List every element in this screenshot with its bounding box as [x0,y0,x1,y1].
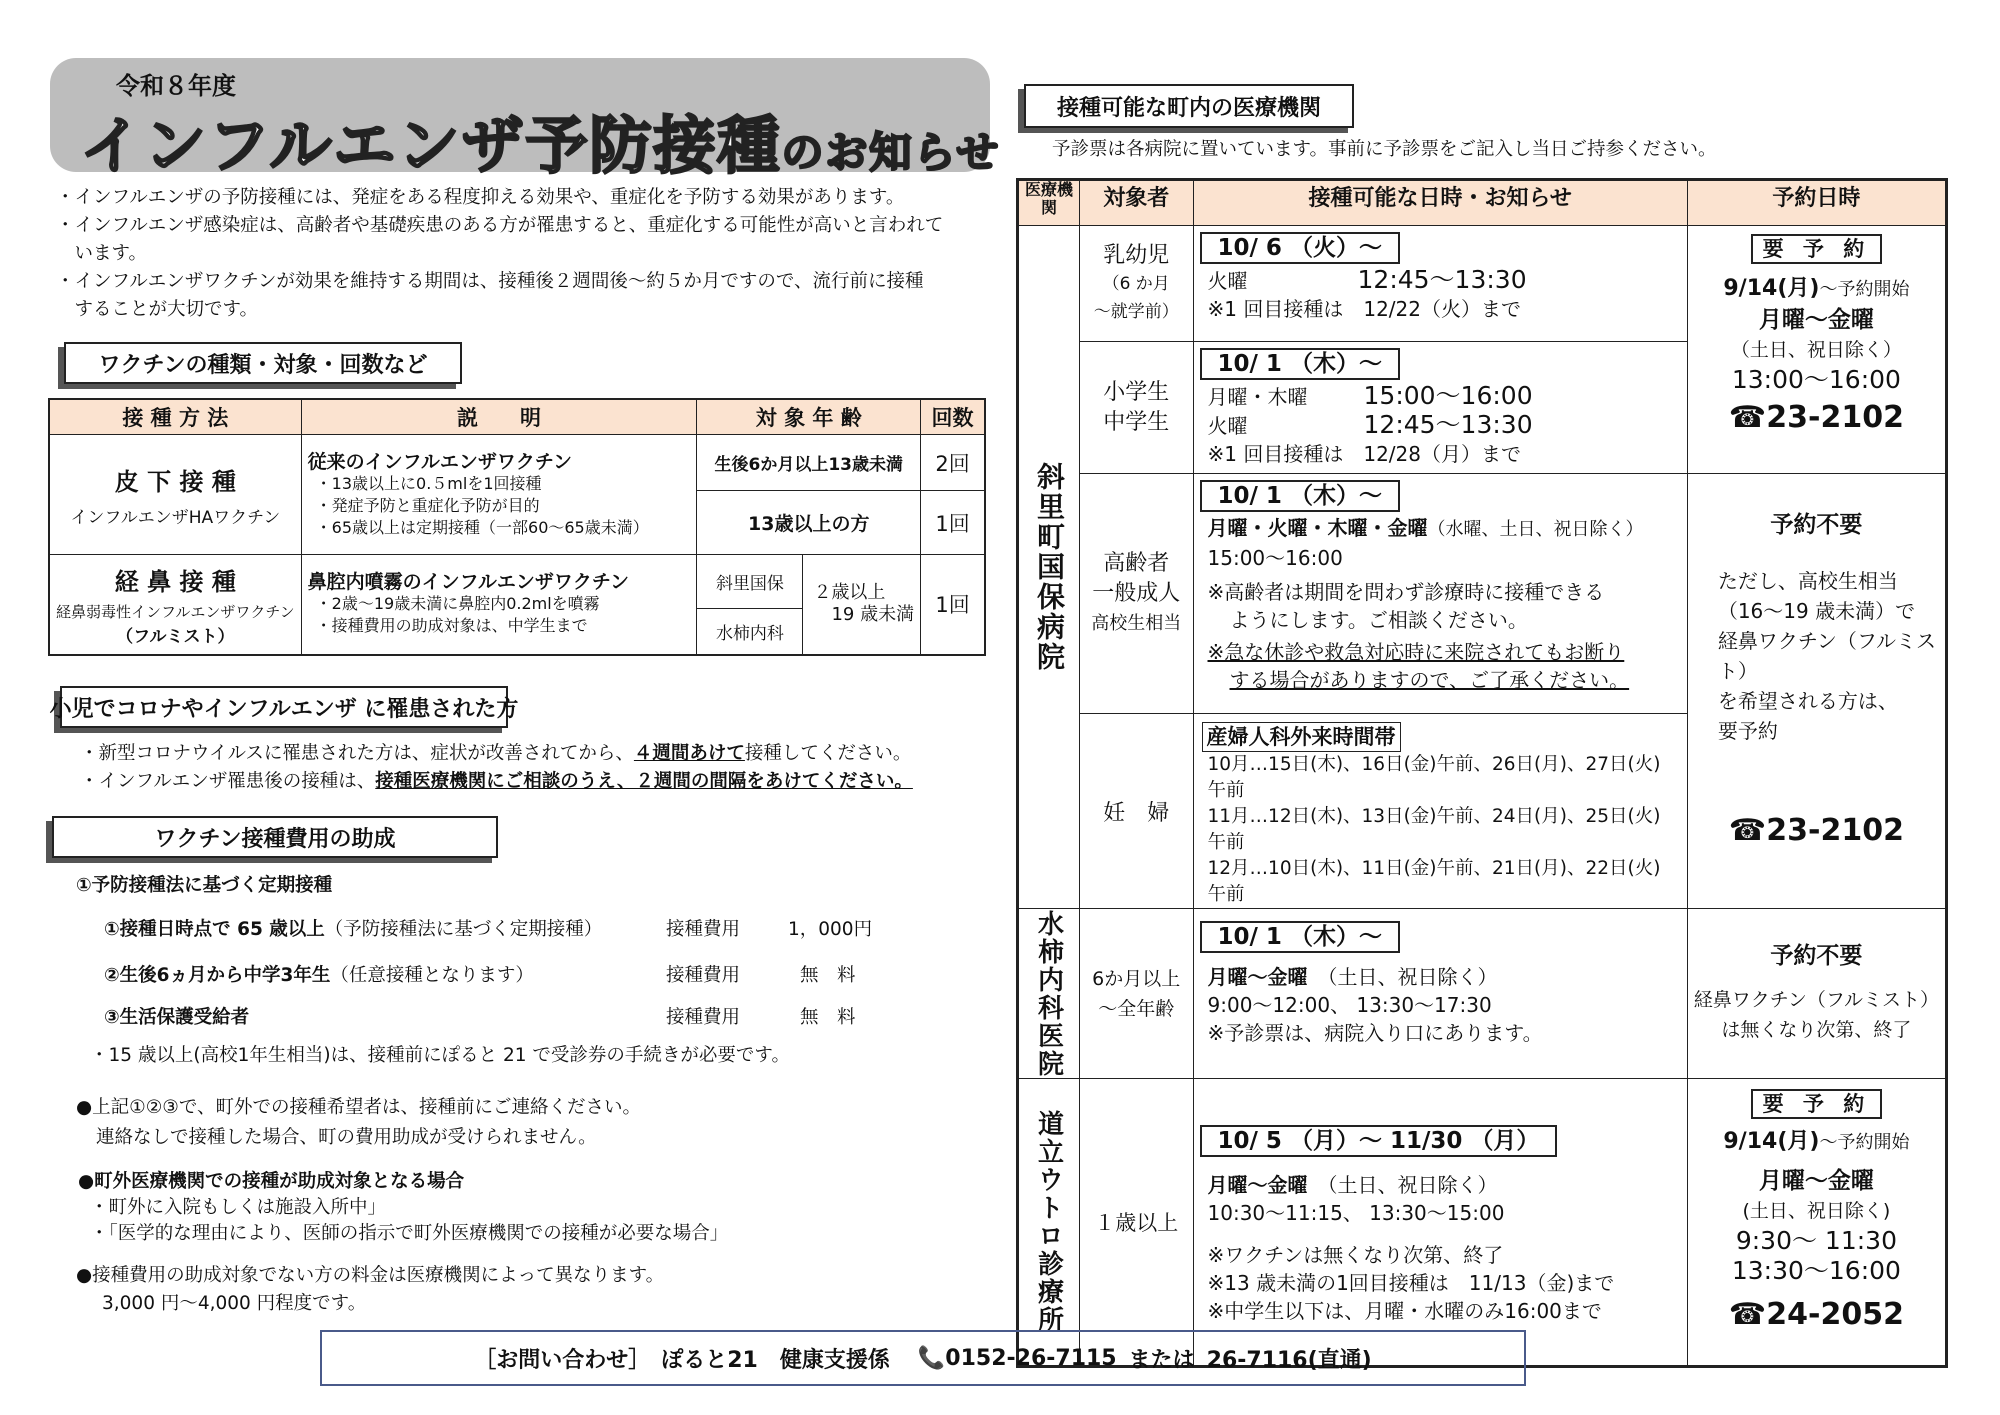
intro-line: います。 [56,243,148,264]
target-label: 高齢者 [1103,550,1170,576]
resv-start-suffix: ～予約開始 [1819,1132,1910,1153]
note: ※予診票は、病院入り口にあります。 [1207,1021,1543,1045]
resv-start [1688,1127,1945,1158]
resv-shari-1 [1687,226,1946,474]
resv-days: 月曜～金曜 [1758,1168,1874,1194]
intro-line: ・インフルエンザワクチンが効果を維持する期間は、接種後２週間後～約５か月ですので、流行前に接種 [56,271,924,292]
phone-icon: 📞 [917,1345,946,1371]
days: 月曜～金曜 [1207,1173,1308,1197]
resv-label: 要 予 約 [1751,234,1883,264]
method-nasal [49,555,301,655]
resv-note: 要予約 [1717,719,1778,743]
page-title [80,96,1000,185]
sched-line [1194,963,1687,991]
intro-line: ・インフルエンザ感染症は、高齢者や基礎疾患のある方が罹患すると、重症化する可能性が高いと言われて [56,215,944,236]
note: ようにします。ご相談ください。 [1229,608,1528,632]
contact-phone[interactable]: 0152-26-7115 [945,1345,1117,1371]
subsidy-item [104,1004,249,1032]
fee-value: 無 料 [800,1007,856,1028]
method-subcutaneous [49,435,301,555]
resv-shari-2 [1687,474,1946,909]
target-label: 中学生 [1103,409,1170,435]
desc-line: ・接種費用の助成対象は、中学生まで [315,616,588,636]
sched-mizu [1193,909,1687,1079]
day: 火曜 [1207,414,1248,438]
resv-days: 月曜～金曜 [1758,307,1874,333]
note: ※1 回目接種は [1207,297,1344,321]
vtable-header: 説 明 [301,399,697,435]
clinic-heading: 接種可能な町内の医療機関 [1024,84,1354,128]
age-cell: 13歳以上の方 [697,491,921,555]
vtable-header: 対 象 年 齢 [697,399,921,435]
ctable-header: 医療機関 [1018,180,1080,226]
fee-value: 1，000円 [788,919,873,940]
fee-note: 3,000 円～4,000 円程度です。 [102,1293,367,1314]
subsidy-item [104,916,602,944]
target-infant [1079,226,1193,342]
note: ※高齢者は期間を問わず診療時に接種できる [1207,580,1605,604]
time: 9:00～12:00、 13:30～17:30 [1207,993,1492,1017]
preg-row: 10月…15日(木)、16日(金)午前、26日(月)、27日(火)午前 [1207,754,1661,801]
note-warning: ※急な休診や救急対応時に来院されてもお断り [1207,640,1625,664]
phone-number: ☎23-2102 [1728,813,1904,848]
target-sub: （6 か月 [1102,273,1170,294]
method-sub: （フルミスト） [116,626,235,647]
target-sub: 高校生相当 [1091,612,1182,634]
sched-note [1194,295,1687,323]
age-cell: 生後6か月以上13歳未満 [697,435,921,491]
clinic-cell: 水柿内科 [697,609,803,655]
subsidy-heading: ワクチン接種費用の助成 [52,816,498,858]
resv-label: 予約不要 [1770,943,1863,969]
sched-line [1194,514,1687,544]
age-line: 19 歳未満 [831,604,915,626]
note: ※ワクチンは無くなり次第、終了 [1207,1243,1504,1267]
resv-label: 要 予 約 [1751,1089,1883,1119]
clinic-name: 道立ウトロ診療所 [1033,1110,1064,1334]
item-note: （任意接種となります） [330,965,534,986]
fee-value: 無 料 [800,965,856,986]
desc-line: ・2歳～19歳未満に鼻腔内0.2mlを噴霧 [315,594,600,614]
target-school [1079,342,1193,474]
note-warning: する場合がありますので、ご了承ください。 [1229,668,1630,692]
target-label: 小学生 [1103,379,1170,405]
count-cell: 2回 [921,435,985,491]
time: 15:00～16:00 [1363,381,1533,410]
resv-time: 13:30～16:00 [1731,1256,1901,1285]
cond-line: ・町外に入院もしくは施設入所中」 [90,1197,387,1218]
covid-text [80,740,913,796]
resv-label: 予約不要 [1770,512,1863,538]
time: 12:45～13:30 [1357,265,1527,294]
target-utoro: １歳以上 [1079,1079,1193,1367]
vaccine-table [48,398,986,656]
resv-note: を希望される方は、 [1717,689,1898,713]
resv-time: 13:00～16:00 [1731,365,1901,394]
vaccine-heading: ワクチンの種類・対象・回数など [64,342,462,384]
subsidy-item [104,962,534,990]
sched-utoro [1193,1079,1687,1367]
sched-note [1194,440,1687,468]
day: 火曜 [1207,269,1248,293]
preg-row: 12月…10日(木)、11日(金)午前、21日(月)、22日(火)午前 [1207,858,1661,905]
ctable-header: 予約日時 [1687,180,1946,226]
sched-line [1194,1171,1687,1199]
note-15: ・15 歳以上(高校1年生相当)は、接種前にぽると 21 で受診券の手続きが必要です。 [90,1045,790,1066]
except: （土日、祝日除く） [1327,965,1498,989]
fee-note: ●接種費用の助成対象でない方の料金は医療機関によって異なります。 [76,1265,665,1286]
desc-title: 従来のインフルエンザワクチン [307,450,572,473]
covid-line [80,740,913,768]
resv-note: は無くなり次第、終了 [1721,1019,1912,1041]
target-mizu [1079,909,1193,1079]
desc-subcutaneous [301,435,697,555]
target-label: 6か月以上 [1092,967,1181,990]
clinic-cell: 斜里国保 [697,555,803,609]
vtable-header: 接 種 方 法 [49,399,301,435]
title-banner [50,58,1001,182]
count-cell: 1回 [921,491,985,555]
intro-line: することが大切です。 [56,299,259,320]
item-label: ②生後6ヵ月から中学3年生 [104,965,331,986]
clinic-mizukaki [1018,909,1080,1079]
date-box: 10/ 1 （木）～ [1200,480,1400,512]
method-sub: インフルエンザHAワクチン [70,507,281,528]
method-label: 皮 下 接 種 [114,467,236,496]
intro-text [56,184,943,324]
resv-except: （土日、祝日除く） [1730,339,1902,361]
days: 月曜・火曜・木曜・金曜 [1207,516,1428,540]
date-box: 10/ 1 （木）～ [1200,348,1400,380]
text: ・新型コロナウイルスに罹患された方は、症状が改善されてから、 [80,743,634,764]
item-label: ③生活保護受給者 [104,1007,250,1028]
date-box: 10/ 1 （木）～ [1200,921,1400,953]
clinic-shari [1018,226,1080,909]
contact-box [320,1330,1526,1386]
intro-line: ・インフルエンザの予防接種には、発症をある程度抑える効果や、重症化を予防する効果があります。 [56,187,905,208]
contact-mid: または [1128,1347,1195,1373]
cond-line: ・「医学的な理由により、医師の指示で町外医療機関での接種が必要な場合」 [90,1223,729,1244]
title-suffix: のお知らせ [781,128,1001,177]
fee-label: 接種費用 [666,965,741,986]
method-label: 経 鼻 接 種 [114,567,236,596]
day: 月曜・木曜 [1207,385,1308,409]
contact-label: ［お問い合わせ］ ぽると21 健康支援係 [474,1347,890,1373]
resv-note: （16～19 歳未満）で [1717,599,1916,623]
sched-line [1194,266,1687,295]
resv-mizu [1687,909,1946,1079]
item-note: （予防接種法に基づく定期接種） [324,919,603,940]
clinic-name: 水柿内科医院 [1033,909,1064,1078]
target-sub: ～就学前） [1093,301,1179,322]
clinic-table [1016,178,1948,1368]
resv-time: 9:30～ 11:30 [1735,1226,1897,1255]
sched-line [1194,382,1687,411]
resv-note: 経鼻ワクチン（フルミスト） [1717,629,1937,683]
note-date: 12/22（火）まで [1363,297,1521,321]
covid-line [80,768,913,796]
resv-note: ただし、高校生相当 [1717,569,1898,593]
sched-pregnant [1193,714,1687,909]
title-main: インフルエンザ予防接種 [80,109,782,182]
desc-line: ・65歳以上は定期接種（一部60～65歳未満） [315,517,649,537]
desc-nasal [301,555,697,655]
vtable-header: 回数 [921,399,985,435]
note: ※中学生以下は、月曜・水曜のみ16:00まで [1207,1299,1602,1323]
note: ※13 歳未満の1回目接種は 11/13（金)まで [1207,1271,1615,1295]
resv-start-date: 9/14(月) [1723,276,1820,301]
resv-except: (土日、祝日除く) [1742,1200,1891,1222]
clinic-utoro [1018,1079,1080,1367]
fee-label: 接種費用 [666,919,741,940]
item-label: ①接種日時点で 65 歳以上 [104,919,325,940]
preg-title: 産婦人科外来時間帯 [1202,722,1401,752]
date-box: 10/ 6 （火）～ [1200,232,1400,264]
ctable-header: 接種可能な日時・お知らせ [1193,180,1687,226]
text-underlined: ４週間あけて [633,743,745,764]
sched-line [1194,411,1687,440]
days-note: （水曜、土日、祝日除く） [1427,519,1644,540]
clinic-name: 斜里町国保病院 [1032,462,1066,672]
target-label: 一般成人 [1092,580,1181,606]
preg-row: 11月…12日(木)、13日(金)午前、24日(月)、25日(火)午前 [1207,806,1661,853]
resv-note: 経鼻ワクチン（フルミスト） [1693,989,1940,1011]
contact-phone-direct[interactable]: 26-7116(直通) [1206,1347,1372,1373]
time: 10:30～11:15、 13:30～15:00 [1207,1201,1505,1225]
desc-line: ・13歳以上に0.５mlを1回接種 [315,473,542,493]
outside-note: ●上記①②③で、町外での接種希望者は、接種前にご連絡ください。 [76,1097,642,1118]
subsidy-content [76,872,873,1314]
resv-utoro [1687,1079,1946,1367]
sched-school [1193,342,1687,474]
desc-title: 鼻腔内噴霧のインフルエンザワクチン [307,571,629,594]
resv-start-suffix: ～予約開始 [1819,279,1910,300]
date-box: 10/ 5 （月）～ 11/30 （月） [1200,1125,1558,1157]
fee-label: 接種費用 [666,1007,741,1028]
sched-infant [1193,226,1687,342]
text: 接種してください。 [744,743,912,764]
target-pregnant: 妊 婦 [1079,714,1193,909]
text-underlined: 接種医療機関にご相談のうえ、２週間の間隔をあけてください。 [375,771,913,792]
sched-elder [1193,474,1687,714]
resv-start [1688,274,1945,305]
target-label: 乳幼児 [1103,242,1170,268]
time: 15:00～16:00 [1207,546,1343,570]
phone-number: ☎24-2052 [1728,1297,1904,1332]
subsidy-sub: ①予防接種法に基づく定期接種 [76,875,333,896]
age-line: ２歳以上 [813,582,886,604]
note: ※1 回目接種は [1207,442,1344,466]
covid-heading: 小児でコロナやインフルエンザ に罹患された方 [60,686,508,728]
desc-line: ・発症予防と重症化予防が目的 [315,495,540,515]
time: 12:45～13:30 [1363,410,1533,439]
count-cell: 1回 [921,555,985,655]
resv-start-date: 9/14(月) [1723,1129,1820,1154]
text: ・インフルエンザ罹患後の接種は、 [80,771,376,792]
note-date: 12/28（月）まで [1363,442,1521,466]
title-era: 令和８年度 [116,72,236,100]
clinic-subtitle: 予診票は各病院に置いています。事前に予診票をご記入し当日ご持参ください。 [1052,139,1717,160]
age-cell [803,555,921,655]
phone-number: ☎23-2102 [1728,400,1904,435]
except: （土日、祝日除く） [1327,1173,1498,1197]
outside-note: 連絡なしで接種した場合、町の費用助成が受けられません。 [96,1127,597,1148]
method-sub: 経鼻弱毒性インフルエンザワクチン [56,602,295,621]
days: 月曜～金曜 [1207,965,1308,989]
target-elder [1079,474,1193,714]
cond-title: ●町外医療機関での接種が助成対象となる場合 [78,1171,465,1192]
ctable-header: 対象者 [1079,180,1193,226]
target-label: ～全年齢 [1098,997,1175,1020]
